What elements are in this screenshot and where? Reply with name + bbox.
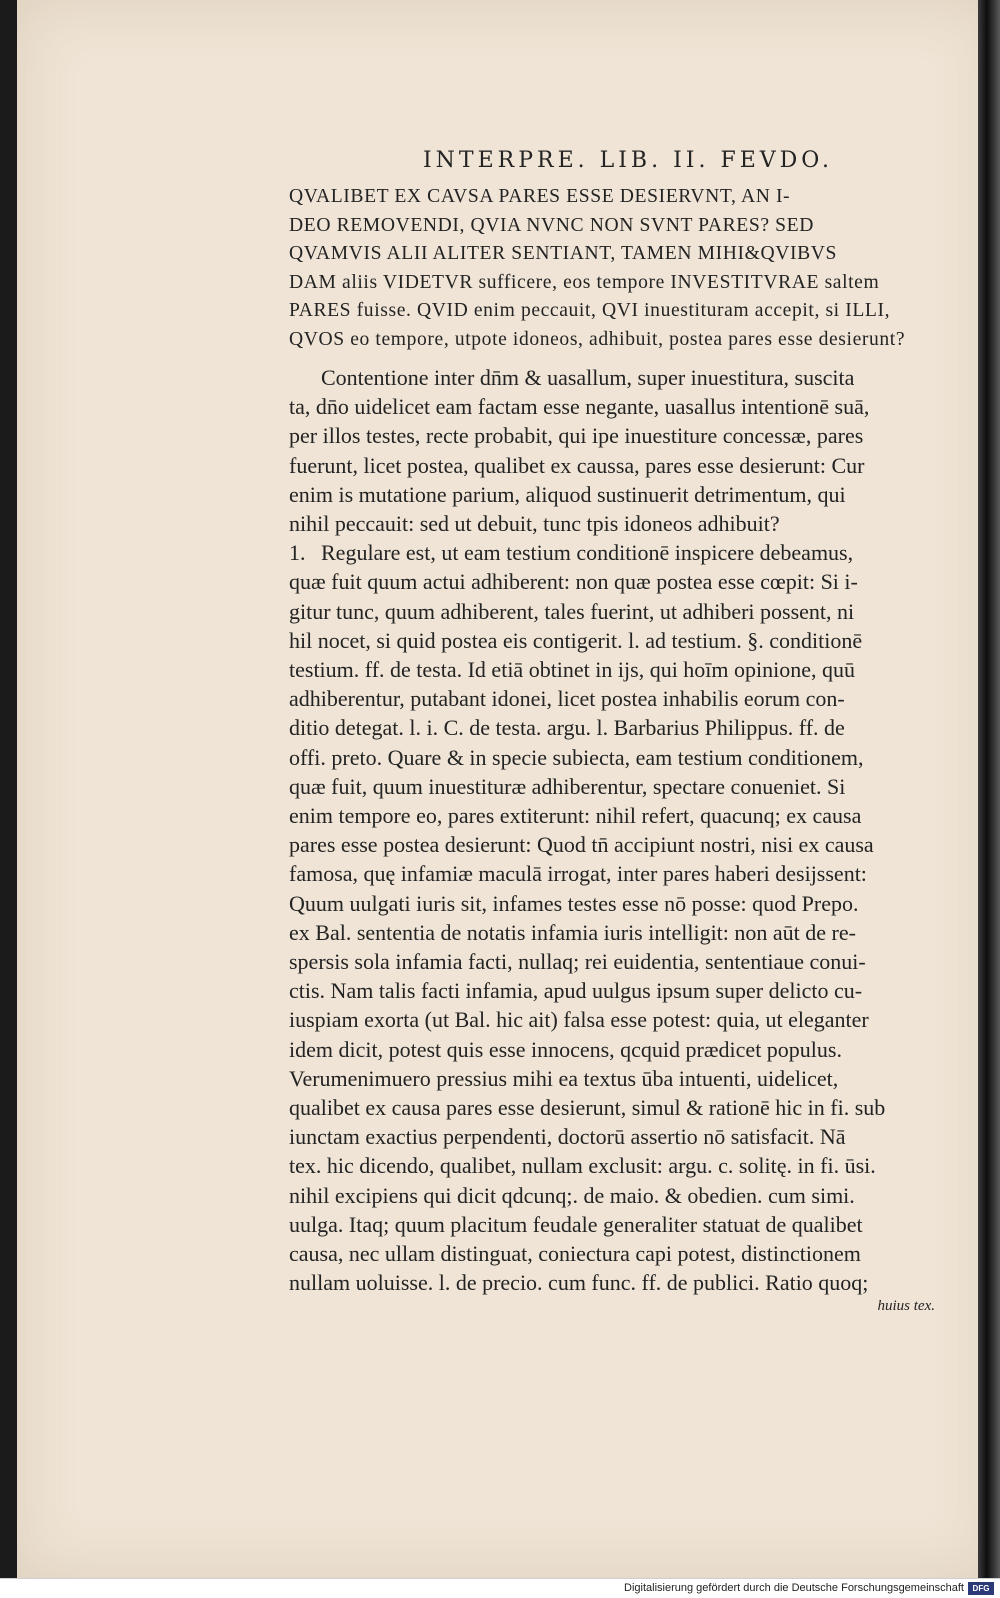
heading-text: DEO REMOVENDI, QVIA NVNC NON SVNT PARES? SED <box>289 214 814 236</box>
paragraph-2-line <box>289 626 957 655</box>
paragraph-2-text: causa, nec ullam distinguat, coniectura capi potest, distinctionem <box>289 1241 861 1267</box>
heading-text: QVOS eo tempore, utpote idoneos, adhibuit, postea pares esse desierunt? <box>289 328 906 350</box>
heading-line <box>289 326 957 355</box>
paragraph-1-line <box>289 392 957 421</box>
binding-gutter <box>978 0 1000 1597</box>
paragraph-2-line <box>289 684 957 713</box>
paragraph-2-text: hil nocet, si quid postea eis contigerit. l. ad testium. §. conditionē <box>289 627 863 653</box>
paragraph-1-line <box>289 509 957 538</box>
paragraph-2-line <box>289 859 957 888</box>
paragraph-2-text: quæ fuit, quum inuestituræ adhiberentur, spectare conueniet. Si <box>289 773 846 799</box>
paragraph-2-text: gitur tunc, quum adhiberent, tales fuerint, ut adhiberi possent, ni <box>289 598 855 624</box>
heading-line <box>289 183 957 212</box>
paragraph-2-line <box>289 1035 957 1064</box>
paragraph-2-text: ex Bal. sententia de notatis infamia iuris intelligit: non aūt de re- <box>289 919 856 945</box>
paragraph-2-line <box>289 947 957 976</box>
paragraph-2-text: adhiberentur, putabant idonei, licet postea inhabilis eorum con- <box>289 686 845 712</box>
paragraph-2-line <box>289 918 957 947</box>
paragraph-2-line <box>289 1151 957 1180</box>
paragraph-2-line <box>289 976 957 1005</box>
paragraph-2-line <box>289 1239 957 1268</box>
paragraph-2-text: Quum uulgati iuris sit, infames testes esse nō posse: quod Prepo. <box>289 890 859 916</box>
heading-text: QVAMVIS ALII ALITER SENTIANT, TAMEN MIHI&QVIBVS <box>289 243 838 264</box>
paragraph-2-text: iunctam exactius perpendenti, doctorū assertio nō satisfacit. Nā <box>289 1124 846 1150</box>
paragraph-2-line <box>289 1122 957 1151</box>
paragraph-1-line <box>289 451 957 480</box>
paragraph-2 <box>289 538 957 1297</box>
paragraph-2-line <box>289 1210 957 1239</box>
paragraph-2-text: nullam uoluisse. l. de precio. cum func. ff. de publici. Ratio quoq; <box>289 1270 869 1296</box>
paragraph-2-text: spersis sola infamia facti, nullaq; rei euidentia, sententiaue conui- <box>289 949 866 975</box>
paragraph-1-line <box>289 480 957 509</box>
paragraph-2-text: quæ fuit quum actui adhiberent: non quæ postea esse cœpit: Si i- <box>289 569 858 595</box>
paragraph-2-text: idem dicit, potest quis esse innocens, qcquid prædicet populus. <box>289 1036 842 1062</box>
paragraph-1-text: per illos testes, recte probabit, qui ipe inuestiture concessæ, pares <box>289 423 864 449</box>
paragraph-1 <box>289 363 957 538</box>
paragraph-2-line <box>289 801 957 830</box>
paragraph-2-text: qualibet ex causa pares esse desierunt, simul & rationē hic in fi. sub <box>289 1095 886 1121</box>
paragraph-2-text: ditio detegat. l. i. C. de testa. argu. l. Barbarius Philippus. ff. de <box>289 715 845 741</box>
heading-text: DAM aliis VIDETVR sufficere, eos tempore INVESTITVRAE saltem <box>289 271 880 293</box>
footer-bar <box>0 1578 1000 1598</box>
section-heading <box>289 183 957 354</box>
heading-line <box>289 212 957 241</box>
paragraph-2-line <box>289 1268 957 1297</box>
paragraph-1-text: nihil peccauit: sed ut debuit, tunc tpis idoneos adhibuit? <box>289 511 780 537</box>
paragraph-1-text: ta, dn̄o uidelicet eam factam esse negante, uasallus intentionē suā, <box>289 394 870 420</box>
paragraph-2-text: nihil excipiens qui dicit qdcunq;. de maio. & obedien. cum simi. <box>289 1182 855 1208</box>
paragraph-2-line <box>289 830 957 859</box>
paragraph-2-text: Regulare est, ut eam testium conditionē inspicere debeamus, <box>321 540 854 566</box>
paragraph-1-line <box>289 363 957 392</box>
paragraph-2-line <box>289 889 957 918</box>
paragraph-1-text: fuerunt, licet postea, qualibet ex caussa, pares esse desierunt: Cur <box>289 452 865 478</box>
heading-line <box>289 297 957 326</box>
paragraph-2-line <box>289 1093 957 1122</box>
page-text <box>289 148 957 1315</box>
paragraph-2-line <box>289 655 957 684</box>
paragraph-2-text: famosa, quę infamiæ maculā irrogat, inter pares haberi desijssent: <box>289 861 867 887</box>
heading-line <box>289 240 957 269</box>
paragraph-2-text: pares esse postea desierunt: Quod tn̄ accipiunt nostri, nisi ex causa <box>289 832 874 858</box>
paragraph-1-text: Contentione inter dn̄m & uasallum, super inuestitura, suscita <box>321 365 855 390</box>
paragraph-2-line <box>289 1005 957 1034</box>
paragraph-2-line <box>289 597 957 626</box>
catchword: huius tex. <box>877 1297 935 1314</box>
dfg-logo: DFG <box>968 1582 994 1595</box>
paragraph-1-text: enim is mutatione parium, aliquod sustinuerit detrimentum, qui <box>289 481 846 507</box>
book-page <box>17 0 995 1578</box>
paragraph-2-text: tex. hic dicendo, qualibet, nullam exclusit: argu. c. solitę. in fi. ūsi. <box>289 1153 876 1179</box>
paragraph-1-line <box>289 421 957 450</box>
heading-text: QVALIBET EX CAVSA PARES ESSE DESIERVNT, AN I- <box>289 186 791 207</box>
paragraph-2-text: Verumenimuero pressius mihi ea textus ūba intuenti, uidelicet, <box>289 1065 839 1091</box>
funding-credit: Digitalisierung gefördert durch die Deutsche Forschungsgemeinschaft <box>624 1582 964 1594</box>
heading-text: PARES fuisse. QVID enim peccauit, QVI inuestituram accepit, si ILLI, <box>289 300 891 321</box>
paragraph-2-line <box>289 772 957 801</box>
paragraph-2-line <box>289 713 957 742</box>
paragraph-2-line <box>289 1181 957 1210</box>
paragraph-2-line <box>289 538 957 567</box>
heading-line <box>289 269 957 298</box>
paragraph-number: 1. <box>289 540 306 566</box>
paragraph-2-text: enim tempore eo, pares extiterunt: nihil refert, quacunq; ex causa <box>289 803 862 829</box>
paragraph-2-text: uulga. Itaq; quum placitum feudale generaliter statuat de qualibet <box>289 1211 863 1237</box>
paragraph-2-line <box>289 743 957 772</box>
paragraph-2-text: ctis. Nam talis facti infamia, apud uulgus ipsum super delicto cu- <box>289 978 863 1004</box>
paragraph-2-line <box>289 1064 957 1093</box>
paragraph-2-text: iuspiam exorta (ut Bal. hic ait) falsa esse potest: quia, ut eleganter <box>289 1007 869 1033</box>
running-head: INTERPRE. LIB. II. FEVDO. <box>422 148 834 173</box>
paragraph-2-line <box>289 567 957 596</box>
paragraph-2-text: testium. ff. de testa. Id etiā obtinet in ijs, qui hoīm opinione, quū <box>289 657 856 683</box>
paragraph-2-text: offi. preto. Quare & in specie subiecta, eam testium conditionem, <box>289 744 864 770</box>
